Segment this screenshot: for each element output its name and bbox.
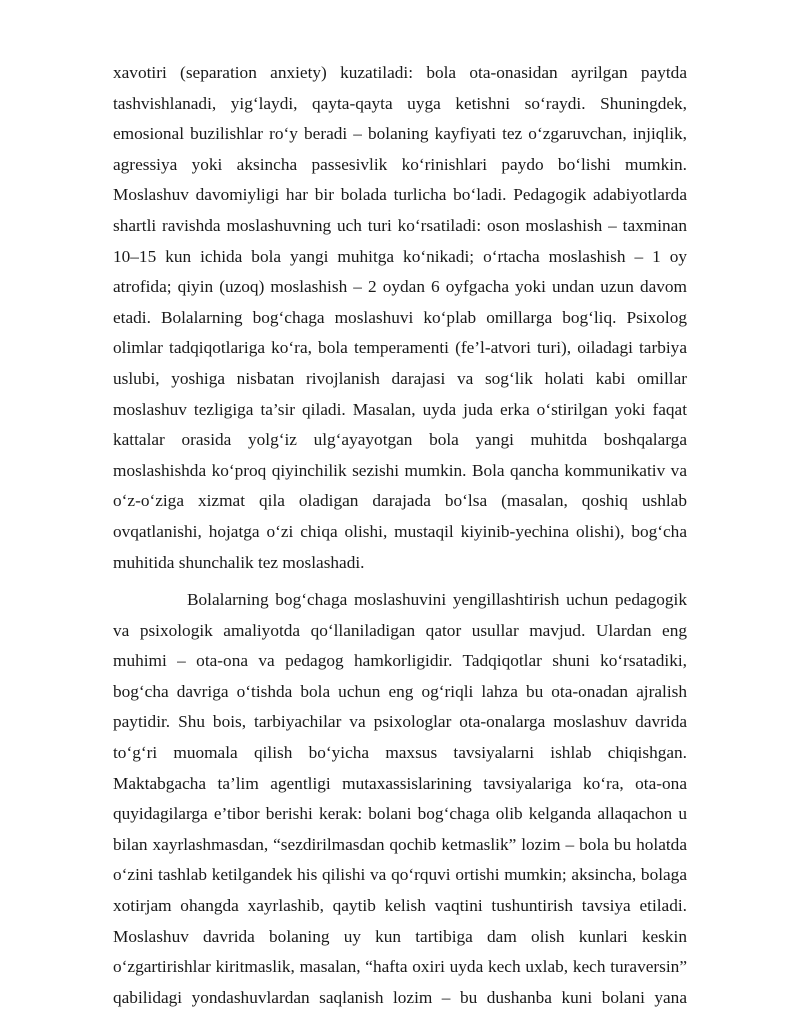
paragraph-2: Bolalarning bog‘chaga moslashuvini yengillashtirish uchun pedagogik va psixologik amaliyotda qo‘llaniladigan qator usullar mavjud. Ulardan eng muhimi – ota-ona va pedagog hamkorligidir. Tadqiqotlar shuni ko‘rsatadiki, bog‘cha davriga o‘tishda bola uchun eng og‘riqli lahza bu ota-onadan ajralish paytidir. Shu bois, tarbiyachilar va psixologlar ota-onalarga moslashuv davrida to‘g‘ri muomala qilish bo‘yicha maxsus tavsiyalarni ishlab chiqishgan. Maktabgacha ta’lim agentligi mutaxassislarining tavsiyalariga ko‘ra, ota-ona quyidagilarga e’tibor berishi kerak: bolani bog‘chaga olib kelganda allaqachon u bilan xayrlashmasdan, “sezdirilmasdan qochib ketmaslik” lozim – bola bu holatda o‘zini tashlab ketilgandek his qilishi va qo‘rquvi ortishi mumkin; aksincha, bolaga xotirjam ohangda xayrlashib, qaytib kelish vaqtini tushuntirish tavsiya etiladi. Moslashuv davrida bolaning uy kun tartibiga dam olish kunlari keskin o‘zgartirishlar kiritmaslik, masalan, “hafta oxiri uyda kech uxlab, kech turaversin” qabilidagi yondashuvlardan saqlanish lozim – bu dushanba kuni bolani yana (113, 590, 687, 1007)
paragraph-1: xavotiri (separation anxiety) kuzatiladi: bola ota-onasidan ayrilgan paytda tashvishlanadi, yig‘laydi, qayta-qayta uyga ketishni so‘raydi. Shuningdek, emosional buzilishlar ro‘y beradi – bolaning kayfiyati tez o‘zgaruvchan, injiqlik, agressiya yoki aksincha passesivlik ko‘rinishlari paydo bo‘lishi mumkin. Moslashuv davomiyligi har bir bolada turlicha bo‘ladi. Pedagogik adabiyotlarda shartli ravishda moslashuvning uch turi ko‘rsatiladi: oson moslashish – taxminan 10–15 kun ichida bola yangi muhitga ko‘nikadi; o‘rtacha moslashish – 1 oy atrofida; qiyin (uzoq) moslashish – 2 oydan 6 oyfgacha yoki undan uzun davom etadi. Bolalarning bog‘chaga moslashuvi ko‘plab omillarga bog‘liq. Psixolog olimlar tadqiqotlariga ko‘ra, bola temperamenti (fe’l-atvori turi), oiladagi tarbiya uslubi, yoshiga nisbatan rivojlanish darajasi va sog‘lik holati kabi omillar moslashuv tezligiga ta’sir qiladi. Masalan, uyda juda erka o‘stirilgan yoki faqat kattalar orasida yolg‘iz ulg‘ayayotgan bola yangi muhitda boshqalarga moslashishda ko‘proq qiyinchilik sezishi mumkin. Bola qancha kommunikativ va o‘z-o‘ziga xizmat qila oladigan darajada bo‘lsa (masalan, qoshiq ushlab ovqatlanishi, hojatga o‘zi chiqa olishi, mustaqil kiyinib-yechina olishi), bog‘cha muhitida shunchalik tez moslashadi. (113, 63, 687, 572)
body-text (113, 58, 687, 1013)
